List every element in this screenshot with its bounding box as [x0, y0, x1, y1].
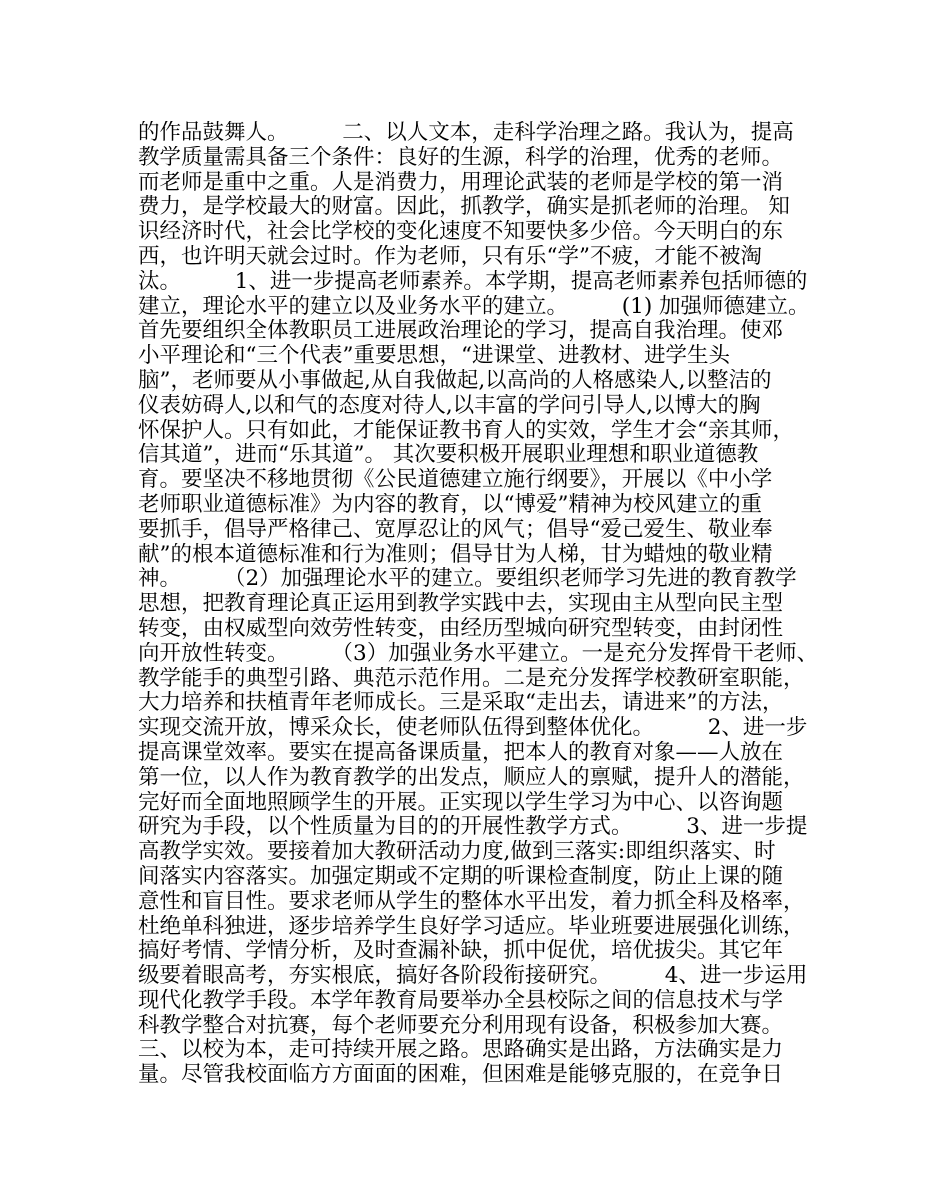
text-line: 怀保护人。只有如此，才能保证教书育人的实效，学生才会“亲其师， — [138, 418, 794, 443]
text-line: 仪表妨碍人,以和气的态度对待人,以丰富的学问引导人,以博大的胸 — [138, 393, 761, 418]
text-line: 提高课堂效率。要实在提高备课质量，把本人的教育对象——人放在 — [138, 740, 784, 765]
text-line: 汰。 1、进一步提高老师素养。本学期，提高老师素养包括师德的 — [138, 269, 808, 294]
text-line: 第一位，以人作为教育教学的出发点，顺应人的禀赋，提升人的潜能， — [138, 765, 805, 790]
text-line: 教学质量需具备三个条件：良好的生源，科学的治理，优秀的老师。 — [138, 145, 784, 170]
text-line: 小平理论和“三个代表”重要思想，“进课堂、进教材、进学生头 — [138, 344, 730, 369]
text-line: 要抓手，倡导严格律己、宽厚忍让的风气；倡导“爱己爱生、敬业奉 — [138, 517, 773, 542]
text-line: 献”的根本道德标准和行为准则；倡导甘为人梯，甘为蜡烛的敬业精 — [138, 542, 773, 567]
text-line: 育。要坚决不移地贯彻《公民道德建立施行纲要》，开展以《中小学 — [138, 468, 773, 493]
text-line: 思想，把教育理论真正运用到教学实践中去，实现由主从型向民主型 — [138, 592, 784, 617]
text-line: 信其道”，进而“乐其道”。 其次要积极开展职业理想和职业道德教 — [138, 443, 759, 468]
text-line: 脑”，老师要从小事做起,从自我做起,以高尚的人格感染人,以整洁的 — [138, 368, 772, 393]
text-line: 教学能手的典型引路、典范示范作用。二是充分发挥学校教研室职能， — [138, 666, 805, 691]
text-line: 西，也许明天就会过时。作为老师，只有乐“学”不疲，才能不被淘 — [138, 244, 762, 269]
text-line: 首先要组织全体教职员工进展政治理论的学习，提高自我治理。使邓 — [138, 319, 784, 344]
text-line: 费力，是学校最大的财富。因此，抓教学，确实是抓老师的治理。 知 — [138, 195, 790, 220]
text-line: 科教学整合对抗赛，每个老师要充分利用现有设备，积极参加大赛。 — [138, 1013, 784, 1038]
text-line: 实现交流开放，博采众长，使老师队伍得到整体优化。 2、进一步 — [138, 716, 808, 741]
text-line: 向开放性转变。 （3）加强业务水平建立。一是充分发挥骨干老师、 — [138, 641, 819, 666]
text-line: 搞好考情、学情分析，及时查漏补缺，抓中促优，培优拔尖。其它年 — [138, 939, 784, 964]
text-line: 的作品鼓舞人。 二、以人文本，走科学治理之路。我认为，提高 — [138, 121, 794, 145]
text-line: 三、以校为本，走可持续开展之路。思路确实是出路，方法确实是力 — [138, 1038, 784, 1063]
text-line: 研究为手段，以个性质量为目的的开展性教学方式。 3、进一步提 — [138, 815, 808, 840]
text-line: 级要着眼高考，夯实根底，搞好各阶段衔接研究。 4、进一步运用 — [138, 964, 808, 989]
text-line: 意性和盲目性。要求老师从学生的整体水平出发，着力抓全科及格率， — [138, 889, 805, 914]
text-line: 间落实内容落实。加强定期或不定期的听课检查制度，防止上课的随 — [138, 864, 784, 889]
text-line: 识经济时代，社会比学校的变化速度不知要快多少倍。今天明白的东 — [138, 220, 784, 245]
text-line: 大力培养和扶植青年老师成长。三是采取“走出去，请进来”的方法， — [138, 691, 784, 716]
text-line: 杜绝单科独进，逐步培养学生良好学习适应。毕业班要进展强化训练， — [138, 914, 805, 939]
text-line: 现代化教学手段。本学年教育局要举办全县校际之间的信息技术与学 — [138, 988, 784, 1013]
text-line: 转变，由权威型向效劳性转变，由经历型城向研究型转变，由封闭性 — [138, 616, 784, 641]
body-text — [138, 121, 828, 1088]
text-line: 神。 （2）加强理论水平的建立。要组织老师学习先进的教育教学 — [138, 567, 797, 592]
text-line: 建立，理论水平的建立以及业务水平的建立。 (1) 加强师德建立。 — [138, 294, 810, 319]
text-line: 而老师是重中之重。人是消费力，用理论武装的老师是学校的第一消 — [138, 170, 784, 195]
text-line: 老师职业道德标准》为内容的教育，以“博爱”精神为校风建立的重 — [138, 492, 762, 517]
text-line: 高教学实效。要接着加大教研活动力度,做到三落实:即组织落实、时 — [138, 840, 776, 865]
text-line: 完好而全面地照顾学生的开展。正实现以学生学习为中心、以咨询题 — [138, 790, 784, 815]
text-line: 量。尽管我校面临方方面面的困难，但困难是能够克服的，在竞争日 — [138, 1063, 784, 1088]
